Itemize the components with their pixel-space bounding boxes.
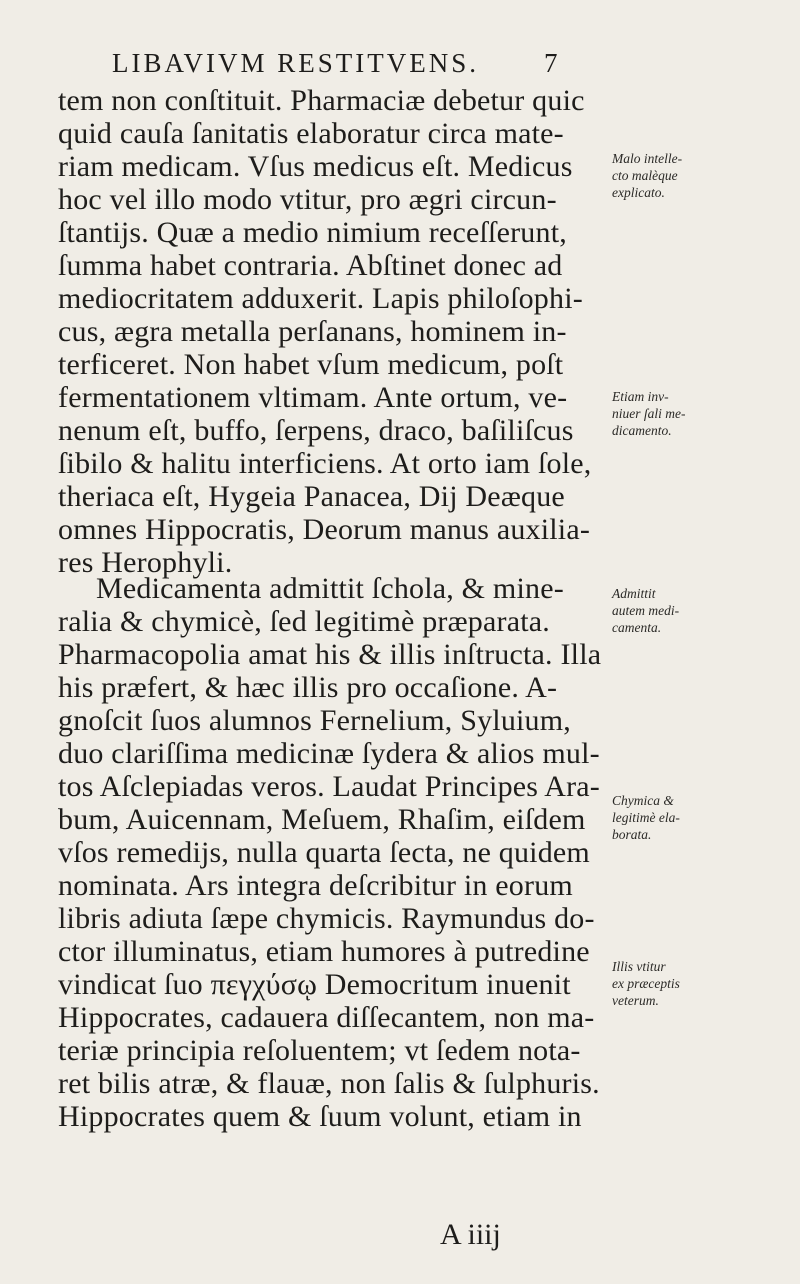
- text-line: terficeret. Non habet vſum medicum, poſt: [58, 348, 564, 381]
- margin-note: [612, 958, 680, 1009]
- text-line: ſtantijs. Quæ a medio nimium receſſerunt,: [58, 216, 567, 249]
- text-line: his præfert, & hæc illis pro occaſione. A-: [58, 671, 558, 704]
- text-line: nominata. Ars integra deſcribitur in eorum: [58, 869, 573, 902]
- text-line: teriæ principia reſoluentem; vt ſedem nota-: [58, 1034, 581, 1067]
- margin-note-line: dicamento.: [612, 423, 672, 438]
- text-line: theriaca eſt, Hygeia Panacea, Dij Deæque: [58, 480, 565, 513]
- text-line: ſumma habet contraria. Abſtinet donec ad: [58, 249, 563, 282]
- margin-note-line: camenta.: [612, 620, 662, 635]
- margin-note-line: cto malèque: [612, 168, 678, 183]
- margin-note-line: Chymica &: [612, 793, 674, 808]
- text-line: Hippocrates, cadauera diſſecantem, non ma-: [58, 1001, 595, 1034]
- margin-note-line: Admittit: [612, 586, 656, 601]
- margin-note: [612, 585, 679, 636]
- running-title: LIBAVIVM RESTITVENS.: [112, 48, 480, 78]
- text-line: vindicat ſuo πεγχύσῳ Democritum inuenit: [58, 968, 571, 1001]
- text-line: tem non conſtituit. Pharmaciæ debetur quic: [58, 84, 585, 117]
- page-number: 7: [544, 48, 561, 78]
- text-line: Pharmacopolia amat his & illis inſtructa. Illa: [58, 638, 602, 671]
- margin-note-line: explicato.: [612, 185, 665, 200]
- margin-note-line: borata.: [612, 827, 652, 842]
- margin-note: [612, 388, 686, 439]
- text-line: tos Aſclepiadas veros. Laudat Principes Ara-: [58, 770, 600, 803]
- text-line: cus, ægra metalla perſanans, hominem in-: [58, 315, 567, 348]
- signature-mark: A iiij: [440, 1218, 501, 1251]
- margin-note-line: legitimè ela-: [612, 810, 680, 825]
- margin-note-line: ex præceptis: [612, 976, 680, 991]
- margin-note-line: Malo intelle-: [612, 151, 683, 166]
- text-line: ralia & chymicè, ſed legitimè præparata.: [58, 605, 550, 638]
- text-line: quid cauſa ſanitatis elaboratur circa mate-: [58, 117, 564, 150]
- text-line: gnoſcit ſuos alumnos Fernelium, Syluium,: [58, 704, 571, 737]
- text-line: res Herophyli.: [58, 546, 233, 579]
- text-line: omnes Hippocratis, Deorum manus auxilia-: [58, 513, 591, 546]
- text-line: ſibilo & halitu interficiens. At orto iam ſole,: [58, 447, 592, 480]
- text-line: mediocritatem adduxerit. Lapis philoſophi-: [58, 282, 583, 315]
- margin-note: [612, 792, 680, 843]
- text-line: hoc vel illo modo vtitur, pro ægri circun-: [58, 183, 557, 216]
- text-line: libris adiuta ſæpe chymicis. Raymundus do-: [58, 902, 595, 935]
- margin-note-line: autem medi-: [612, 603, 680, 618]
- text-line: ret bilis atræ, & flauæ, non ſalis & ſulphuris.: [58, 1067, 600, 1100]
- margin-note-line: Illis vtitur: [612, 959, 666, 974]
- text-line: fermentationem vltimam. Ante ortum, ve-: [58, 381, 568, 414]
- margin-note: [612, 150, 682, 201]
- text-line: Hippocrates quem & ſuum volunt, etiam in: [58, 1100, 582, 1133]
- text-line: riam medicam. Vſus medicus eſt. Medicus: [58, 150, 573, 183]
- text-line: Medicamenta admittit ſchola, & mine-: [96, 572, 564, 605]
- text-line: vſos remedijs, nulla quarta ſecta, ne quidem: [58, 836, 590, 869]
- text-line: ctor illuminatus, etiam humores à putredine: [58, 935, 590, 968]
- margin-note-line: veterum.: [612, 993, 659, 1008]
- text-line: duo clariſſima medicinæ ſydera & alios mul-: [58, 737, 600, 770]
- margin-note-line: niuer ſali me-: [612, 406, 686, 421]
- text-line: nenum eſt, buffo, ſerpens, draco, baſiliſcus: [58, 414, 574, 447]
- margin-note-line: Etiam inv-: [612, 389, 669, 404]
- text-line: bum, Auicennam, Meſuem, Rhaſim, eiſdem: [58, 803, 586, 836]
